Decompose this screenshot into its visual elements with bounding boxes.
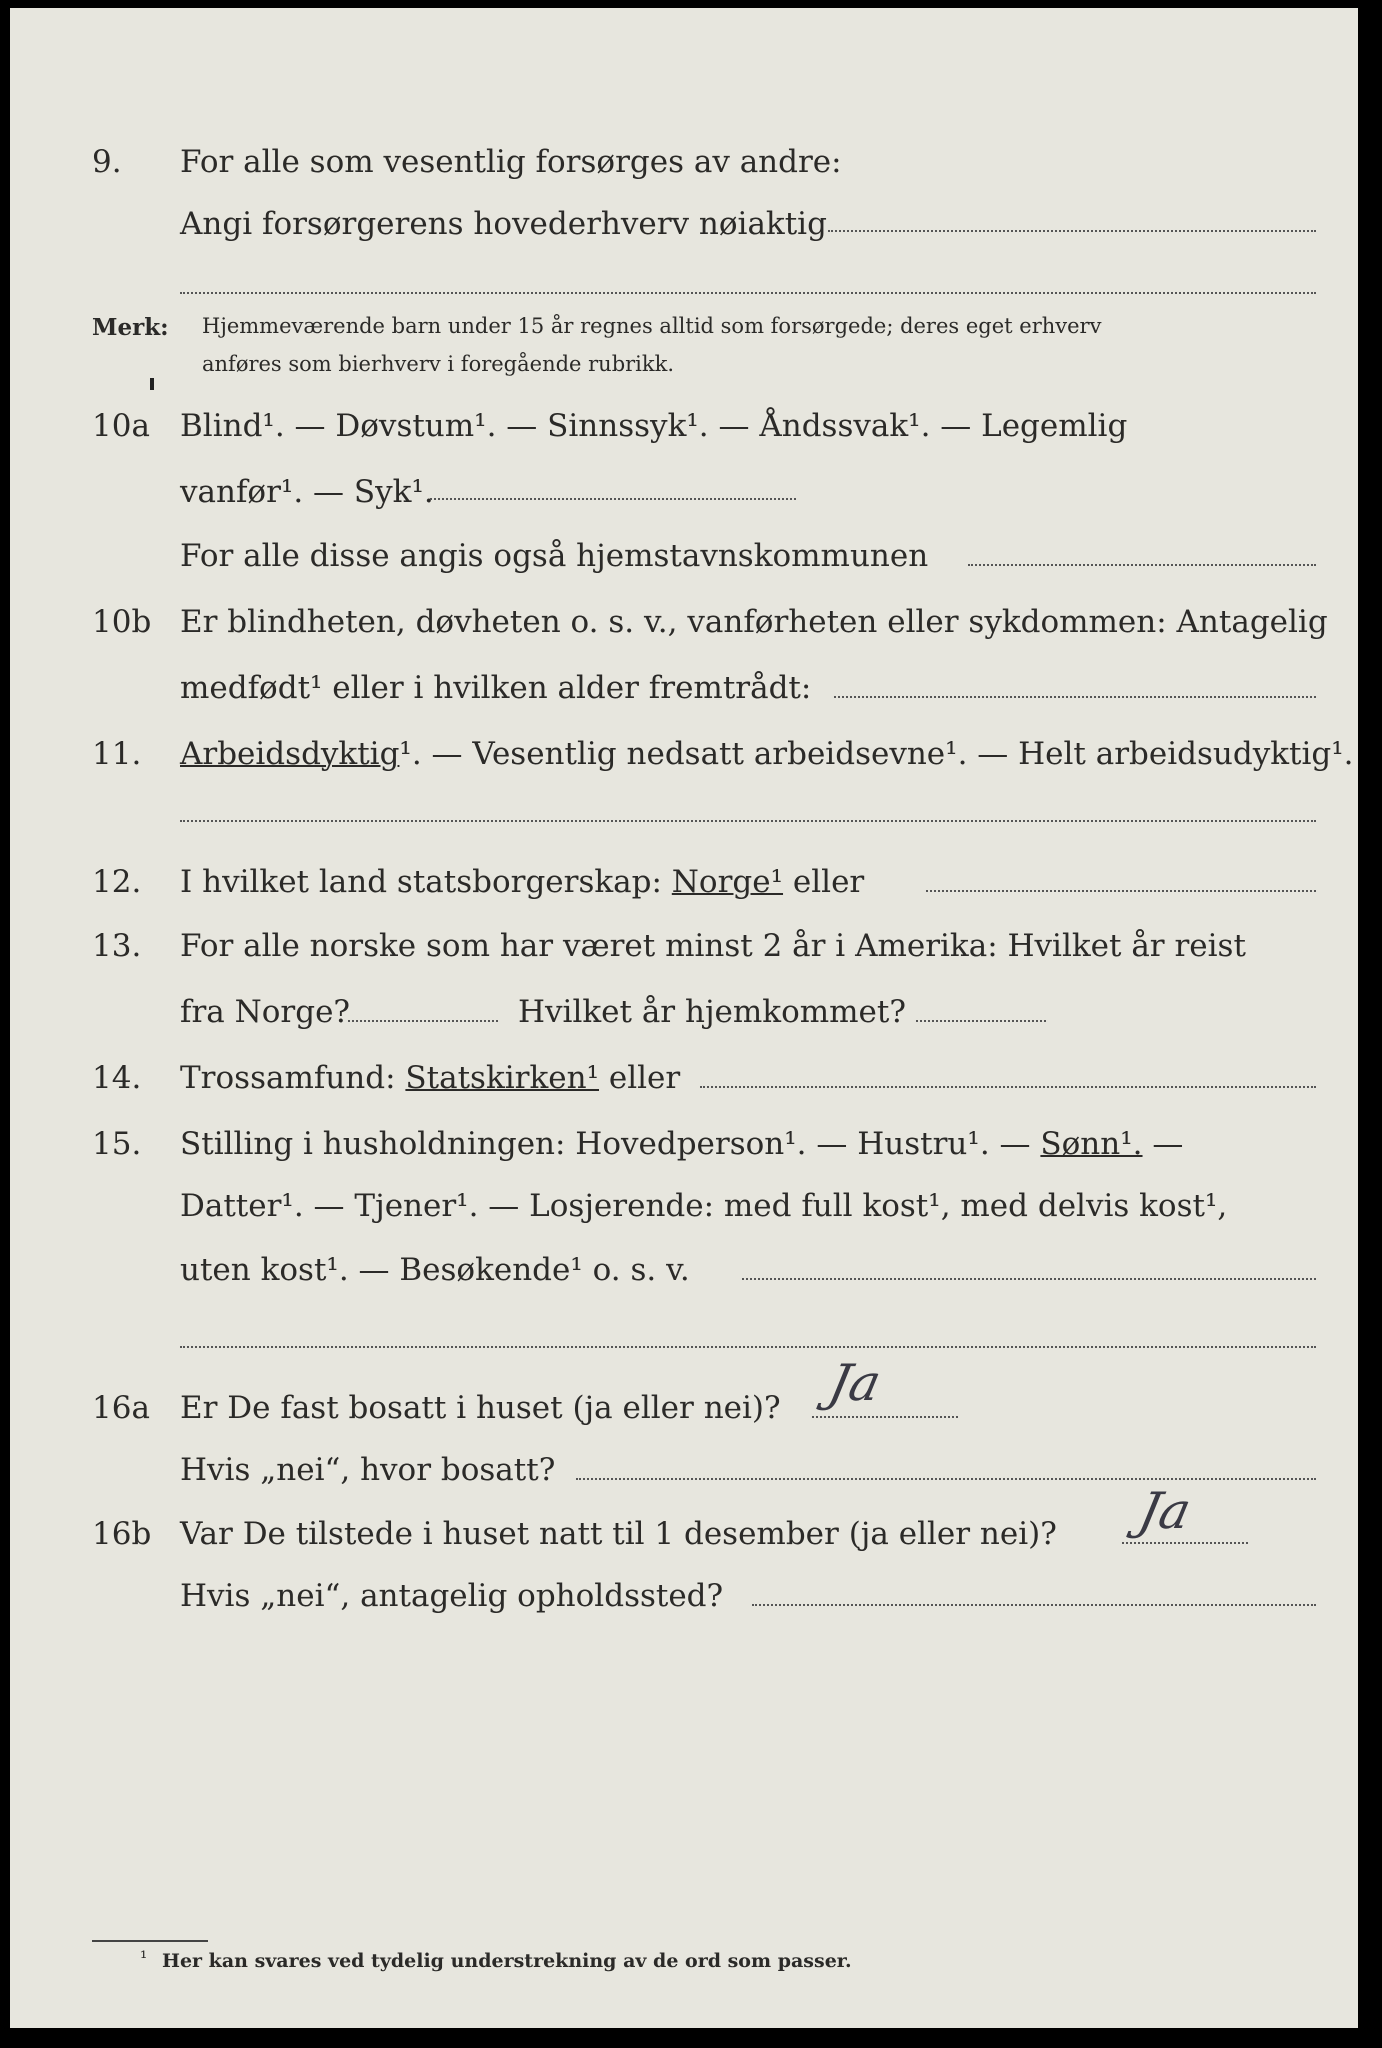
census-form-page — [10, 8, 1358, 2028]
q16b-line2: Hvis „nei“, antagelig opholdssted? — [180, 1578, 724, 1614]
q16b-line1: Var De tilstede i huset natt til 1 desember (ja eller nei)? — [180, 1516, 1057, 1552]
q12-post: eller — [792, 864, 865, 900]
q12-option-norge[interactable]: Norge¹ — [671, 864, 784, 900]
q13-reist-field[interactable] — [348, 1020, 498, 1022]
q16a-number: 16a — [92, 1390, 150, 1426]
q12-land-field[interactable] — [926, 890, 1316, 892]
q10b-alder-field[interactable] — [834, 696, 1316, 698]
footnote-text: Her kan svares ved tydelig understrekning av de ord som passer. — [162, 1950, 852, 1972]
q10a-line3: For alle disse angis også hjemstavnskommunen — [180, 538, 929, 574]
q13-number: 13. — [92, 928, 142, 964]
q13-line1: For alle norske som har været minst 2 år i Amerika: Hvilket år reist — [180, 928, 1246, 964]
q14-trossamfund-field[interactable] — [700, 1086, 1316, 1088]
q16a-line1: Er De fast bosatt i huset (ja eller nei)? — [180, 1390, 781, 1426]
q14-pre: Trossamfund: — [180, 1060, 396, 1096]
q16b-answer-field[interactable] — [1122, 1542, 1248, 1544]
q10a-line2: vanfør¹. — Syk¹. — [180, 474, 434, 510]
q11-answer-field[interactable] — [180, 820, 1316, 822]
q9-line2: Angi forsørgerens hovederhverv nøiaktig — [180, 206, 827, 242]
q10a-syk-field[interactable] — [430, 498, 796, 500]
q15-line1 — [180, 1126, 1183, 1162]
q13-hjemkommet-field[interactable] — [916, 1020, 1046, 1022]
q14-line — [180, 1060, 680, 1096]
q15-osv-field[interactable] — [742, 1278, 1316, 1280]
q12-number: 12. — [92, 864, 142, 900]
q15-line1c: — — [1152, 1126, 1184, 1162]
q10b-line1: Er blindheten, døvheten o. s. v., vanførheten eller sykdommen: Antagelig — [180, 604, 1328, 640]
q13-line2a: fra Norge? — [180, 994, 351, 1030]
q16b-number: 16b — [92, 1516, 152, 1552]
q15-number: 15. — [92, 1126, 142, 1162]
q11-rest: ¹. — Vesentlig nedsatt arbeidsevne¹. — Helt arbeidsudyktig¹. — [399, 736, 1354, 772]
merk-label: Merk: — [92, 314, 169, 341]
q9-answer-field-2[interactable] — [180, 292, 1316, 294]
ink-mark — [150, 378, 154, 390]
q11-option-arbeidsdyktig[interactable]: Arbeidsdyktig — [180, 736, 400, 772]
q11-number: 11. — [92, 736, 142, 772]
q10b-line2: medfødt¹ eller i hvilken alder fremtrådt: — [180, 670, 812, 706]
q12-pre: I hvilket land statsborgerskap: — [180, 864, 662, 900]
merk-line1: Hjemmeværende barn under 15 år regnes alltid som forsørgede; deres eget erhverv — [202, 314, 1102, 338]
merk-line2: anføres som bierhverv i foregående rubrikk. — [202, 352, 675, 376]
q9-answer-field[interactable] — [828, 230, 1316, 232]
footnote-rule — [92, 1940, 208, 1942]
footnote-mark: ¹ — [140, 1948, 148, 1969]
q15-line1a: Stilling i husholdningen: Hovedperson¹. — Hustru¹. — — [180, 1126, 1031, 1162]
q10a-kommune-field[interactable] — [968, 564, 1316, 566]
q9-line1: For alle som vesentlig forsørges av andre: — [180, 144, 842, 180]
q16a-bosatt-field[interactable] — [576, 1478, 1316, 1480]
q15-line2: Datter¹. — Tjener¹. — Losjerende: med full kost¹, med delvis kost¹, — [180, 1188, 1228, 1224]
q11-line — [180, 736, 1354, 772]
q9-number: 9. — [92, 144, 122, 180]
q14-post: eller — [608, 1060, 681, 1096]
q14-number: 14. — [92, 1060, 142, 1096]
q15-option-sonn[interactable]: Sønn¹. — [1040, 1126, 1143, 1162]
q13-line2b: Hvilket år hjemkommet? — [518, 994, 906, 1030]
q10b-number: 10b — [92, 604, 152, 640]
q15-line3: uten kost¹. — Besøkende¹ o. s. v. — [180, 1252, 690, 1288]
q10a-line1: Blind¹. — Døvstum¹. — Sinnssyk¹. — Åndssvak¹. — Legemlig — [180, 408, 1128, 444]
q16b-opholdssted-field[interactable] — [752, 1604, 1316, 1606]
q16a-line2: Hvis „nei“, hvor bosatt? — [180, 1452, 556, 1488]
q14-option-statskirken[interactable]: Statskirken¹ — [405, 1060, 599, 1096]
q12-line — [180, 864, 864, 900]
q10a-number: 10a — [92, 408, 150, 444]
q16a-handwritten-answer: Ja — [823, 1354, 887, 1412]
q16b-handwritten-answer: Ja — [1133, 1482, 1197, 1540]
q16a-answer-field[interactable] — [812, 1416, 958, 1418]
q15-answer-field-2[interactable] — [180, 1346, 1316, 1348]
